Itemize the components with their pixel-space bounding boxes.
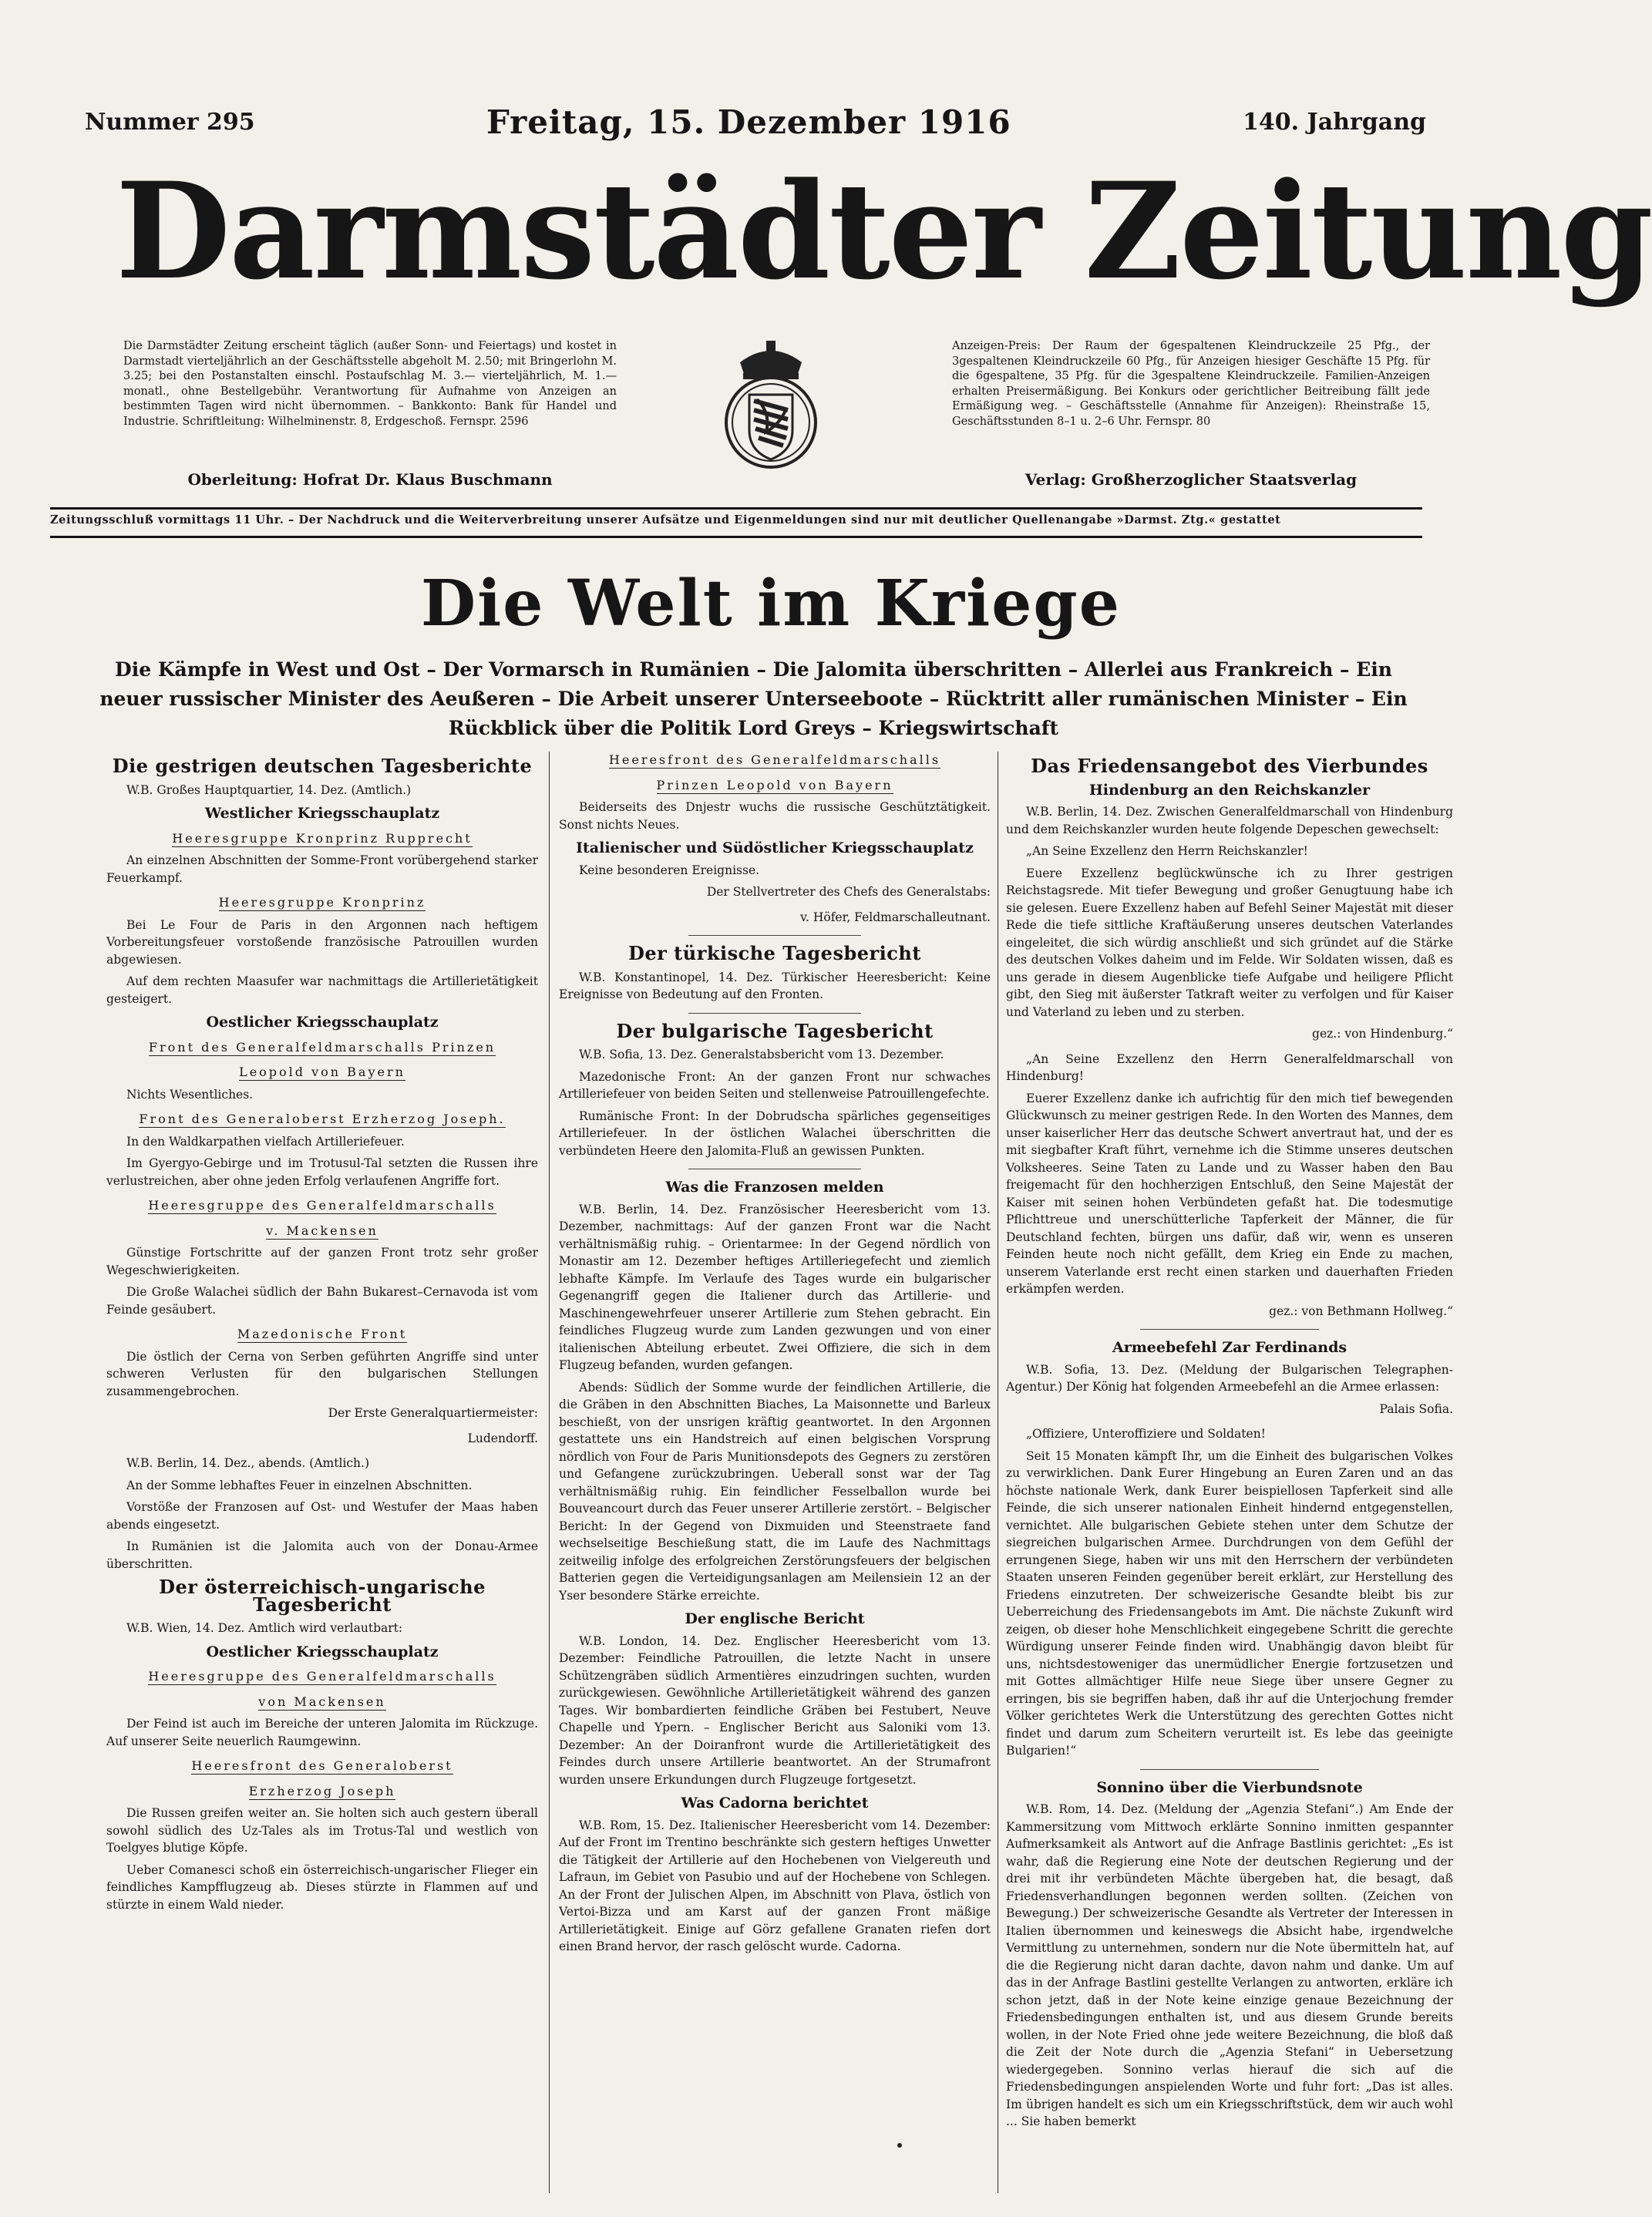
paragraph: Günstige Fortschritte auf der ganzen Front trotz sehr großer Wegeschwierigkeiten. — [106, 1246, 538, 1277]
front-heading: Prinzen Leopold von Bayern — [656, 777, 893, 792]
paragraph: Im Gyergyo-Gebirge und im Trotusul-Tal setzten die Russen ihre verlustreichen, aber ohne jeden Erfolg verlaufenen Angriffe fort. — [106, 1156, 538, 1188]
reprint-notice: Zeitungsschluß vormittags 11 Uhr. – Der Nachdruck und die Weiterverbreitung unserer Aufsätze und Eigenmeldungen sind nur mit deutlicher Quellenangabe »Darmst. Ztg.« gestattet — [50, 513, 1281, 526]
paragraph: W.B. Sofia, 13. Dez. Generalstabsbericht vom 13. Dezember. — [579, 1048, 944, 1061]
section-title: Der türkische Tagesbericht — [628, 942, 921, 964]
paragraph: Ueber Comanesci schoß ein österreichisch-ungarischer Flieger ein feindliches Kampfflugzeug ab. Dieses stürzte in Flammen auf und stürzte in einem Wald nieder. — [106, 1862, 538, 1912]
paragraph: Die östlich der Cerna von Serben geführten Angriffe sind unter schweren Verlusten für den bulgarischen Stellungen zusammengebrochen. — [106, 1349, 538, 1398]
divider — [1140, 1329, 1319, 1330]
paragraph: Mazedonische Front: An der ganzen Front nur schwaches Artilleriefeuer von beiden Seiten und stellenweise Patrouillengefechte. — [559, 1069, 991, 1101]
signature: Der Stellvertreter des Chefs des Generalstabs: — [706, 885, 991, 899]
paragraph: Keine besonderen Ereignisse. — [579, 863, 760, 877]
section-title: Sonnino über die Vierbundsnote — [1096, 1778, 1363, 1796]
location-line: Palais Sofia. — [1379, 1401, 1453, 1416]
signature: Der Erste Generalquartiermeister: — [328, 1406, 538, 1420]
ink-spot — [897, 2143, 902, 2148]
subsection-title: Westlicher Kriegsschauplatz — [204, 805, 440, 822]
section-title: Das Friedensangebot des Vierbundes — [1031, 755, 1428, 777]
front-heading: Front des Generaloberst Erzherzog Joseph. — [139, 1112, 506, 1126]
column-3 — [1006, 752, 1453, 2135]
column-divider-1 — [549, 752, 550, 2193]
main-headline: Die Welt im Kriege — [421, 567, 1121, 641]
dateline: W.B. Berlin, 14. Dez., abends. (Amtlich.) — [126, 1456, 370, 1470]
paragraph: In den Waldkarpathen vielfach Artilleriefeuer. — [126, 1134, 405, 1149]
subsection-title: Hindenburg an den Reichskanzler — [1088, 781, 1371, 799]
subsection-title: Oestlicher Kriegsschauplatz — [206, 1643, 439, 1660]
paragraph: Der Feind ist auch im Bereiche der unteren Jalomita im Rückzuge. Auf unserer Seite neuerlich Raumgewinn. — [106, 1717, 538, 1748]
front-heading: Erzherzog Joseph — [248, 1783, 396, 1798]
signature: Ludendorff. — [467, 1431, 538, 1445]
paragraph: Seit 15 Monaten kämpft Ihr, um die Einheit des bulgarischen Volkes zu verwirklichen. Dank Eurer Hingebung an Euren Zaren und an das höchste nationale Werk, dank Eurer beispiellosen Tapferkeit sind alle Feinde, die sich unserer nationalen Einheit hindernd entgegenstellen, vernichtet. Alle bulgarischen Gebiete stehen unter dem Schutze der siegreichen bulgarischen Armee. Durchdrungen von dem Gefühl der errungenen Siege, haben wir uns mit den Herrschern der verbündeten Staaten unseren Feinden gegenüber bereit erklärt, zur Herstellung des Friedens einzutreten. Der schweizerische Gesandte bleibt bis zur Ueberreichung des Friedensangebots im Amt. Die nächste Zukunft wird zeigen, ob dieser hohe Menschlichkeit eingegebene Schritt die gerechte Würdigung unserer Feinde finden wird. Unabhängig davon bleibt für uns, nichtsdestoweniger das unermüdlicher Energie fortzusetzen und mit Gottes allmächtiger Hilfe neue Siege über unsere Gegner zu erringen, bis sie begriffen haben, daß ihr auf die Unterjochung fremder Völker gerichtetes Werk die Unterstützung des gerechten Gottes nicht findet und darum zum Scheitern verurteilt ist. Es lebe das geeinigte Bulgarien!“ — [1006, 1448, 1453, 1758]
divider — [688, 1013, 861, 1014]
dateline: W.B. Wien, 14. Dez. Amtlich wird verlautbart: — [126, 1621, 403, 1635]
subsection-title: Italienischer und Südöstlicher Kriegsschauplatz — [576, 839, 974, 856]
subscription-info: Die Darmstädter Zeitung erscheint täglich (außer Sonn- und Feiertags) und kostet in Darmstadt vierteljährlich an der Geschäftsstelle abgeholt M. 2.50; mit Bringerlohn M. 3.25; bei den Postanstalten einschl. Postaufschlag M. 3.— vierteljährlich, M. 1.— monatl., ohne Bestellgebühr. Verantwortung für Aufnahme von Anzeigen an bestimmten Tagen wird nicht übernommen. – Bankkonto: Bank für Handel und Industrie. Schriftleitung: Wilhelminenstr. 8, Erdgeschoß. Fernspr. 2596 — [123, 340, 617, 428]
signature: v. Höfer, Feldmarschalleutnant. — [800, 910, 991, 924]
header-rule-bottom — [50, 536, 1422, 538]
dateline: W.B. Großes Hauptquartier, 14. Dez. (Amtlich.) — [126, 782, 412, 797]
divider — [688, 935, 861, 936]
army-group-heading: Heeresgruppe Kronprinz Rupprecht — [172, 830, 473, 846]
paragraph: Euerer Exzellenz danke ich aufrichtig für den mich tief bewegenden Glückwunsch zu meiner gestrigen Rede. In den Worten des Mannes, dem unser kaiserlicher Herr das deutsche Schwert anvertraut hat, und der es mit siegbafter Kraft führt, vernehme ich die Stimme unseres deutschen Volksheeres. Seine Taten zu Lande und zu Wasser haben den Bau freigemacht für den hochherzigen Entschluß, den Seine Majestät der Kaiser mit seinen hohen Verbündeten gefaßt hat. Die todesmutige Pflichttreue und unerschütterliche Tapferkeit der Männer, die für Deutschland fechten, bürgen uns dafür, daß wir, wenn es unseren Feinden heute noch nicht gefällt, dem Krieg ein Ende zu machen, unserem Vaterlande erst recht einen starken und dauerhaften Frieden erkämpfen werden. — [1006, 1091, 1453, 1296]
section-title: Der bulgarische Tagesbericht — [616, 1019, 934, 1042]
front-heading: Heeresgruppe des Generalfeldmarschalls — [148, 1198, 496, 1213]
section-title: Der österreichisch-ungarische Tagesbericht — [159, 1576, 486, 1616]
volume-year: 140. Jahrgang — [1243, 108, 1426, 136]
column-1 — [106, 752, 538, 1918]
paragraph: W.B. Sofia, 13. Dez. (Meldung der Bulgarischen Telegraphen-Agentur.) Der König hat folgenden Armeebefehl an die Armee erlassen: — [1006, 1362, 1453, 1394]
front-heading: Heeresfront des Generalfeldmarschalls — [608, 752, 941, 767]
paragraph: In Rumänien ist die Jalomita auch von der Donau-Armee überschritten. — [106, 1539, 538, 1571]
paragraph: W.B. Berlin, 14. Dez. Zwischen Generalfeldmarschall von Hindenburg und dem Reichskanzler wurden heute folgende Depeschen gewechselt: — [1006, 805, 1453, 836]
front-heading: v. Mackensen — [266, 1223, 379, 1238]
paragraph: W.B. Rom, 14. Dez. (Meldung der „Agenzia Stefani“.) Am Ende der Kammersitzung vom Mittwoch erklärte Sonnino inmitten gespannter Aufmerksamkeit als Antwort auf die Anfrage Bastlinis gerichtet: „Es ist wahr, daß die Regierung eine Note der deutschen Regierung und der drei mit ihr verbündeten Mächte übergeben hat, die besagt, daß Friedensverhandlungen begonnen werden sollten. (Zeichen von Bewegung.) Der schweizerische Gesandte als Vertreter der Interessen in Italien übernommen und keineswegs die Absicht habe, irgendwelche Vermittlung zu unternehmen, sondern nur die Note übermitteln hat, auf die die Regierung nicht daran dachte, davon nahm und danke. Um auf das in der Anfrage Bastlini gestellte Verlangen zu antworten, erkläre ich schon jetzt, daß in der Note keine einzige genaue Bezeichnung der Friedensbedingungen enthalten ist, und aus diesem Grunde bereits wollen, in der Note Fried ohne jede weitere Bezeichnung, die bloß daß die Zeit der Note durch die „Agenzia Stefani“ in Uebersetzung wiedergegeben. Sonnino verlas hierauf die sich auf die Friedensbedingungen anspielenden Worte und fuhr fort: „Das ist alles. Im übrigen handelt es sich um ein Kriegsschriftstück, dem wir auch wohl ... Sie haben bemerkt — [1006, 1802, 1453, 2128]
front-heading: Heeresfront des Generaloberst — [191, 1758, 453, 1773]
front-heading: Leopold von Bayern — [239, 1065, 405, 1079]
editor-line: Oberleitung: Hofrat Dr. Klaus Buschmann — [187, 470, 553, 489]
issue-date: Freitag, 15. Dezember 1916 — [486, 103, 1011, 141]
paragraph: Vorstöße der Franzosen auf Ost- und Westufer der Maas haben abends eingesetzt. — [106, 1500, 538, 1532]
front-heading: Front des Generalfeldmarschalls Prinzen — [148, 1039, 496, 1055]
army-group-heading: Heeresgruppe Kronprinz — [218, 895, 426, 910]
divider — [1140, 1769, 1319, 1770]
front-heading: Heeresgruppe des Generalfeldmarschalls — [148, 1669, 496, 1684]
paragraph: Abends: Südlich der Somme wurde der feindlichen Artillerie, die die Gräben in den Abschnitten Biaches, La Maisonnette und Barleux beschießt, von der unsrigen kräftig geantwortet. In den Argonnen gestattete uns ein Handstreich auf einen belgischen Vorsprung nördlich von Four de Paris Munitionsdepots des Gegners zu zerstören und Gefangene zurückzubringen. Ueberall sonst war der Tag verhältnismäßig ruhig. Ein feindlicher Fesselballon wurde bei Bouveancourt durch das Feuer unserer Artillerie zerstört. – Belgischer Bericht: In der Gegend von Dixmuiden und Steenstraete fand wechselseitige Beschießung statt, die im Laufe des Nachmittags zeitweilig infolge des erfolgreichen Zerstörungsfeuers der belgischen Batterien gegen die Verteidigungsanlagen am Meilensiein 12 an der Yser besondere Stärke erreichte. — [559, 1380, 991, 1603]
column-2 — [559, 752, 991, 1960]
hesse-coat-of-arms-icon — [709, 339, 833, 478]
section-title: Armeebefehl Zar Ferdinands — [1112, 1339, 1348, 1356]
paragraph: W.B. London, 14. Dez. Englischer Heeresbericht vom 13. Dezember: Feindliche Patrouillen, die letzte Nacht in unsere Schützengräben südlich Armentières einzudringen suchten, wurden zurückgewiesen. Gewöhnliche Artillerietätigkeit während des ganzen Tages. Wir bombardierten feindliche Gräben bei Festubert, Neuve Chapelle und Ypern. – Englischer Bericht aus Saloniki vom 13. Dezember: An der Doiranfront wurde die Artillerietätigkeit des Feindes durch unsere Artillerie beantwortet. An der Strumafront wurden unsere Erkundungen durch Flugzeuge fortgesetzt. — [559, 1633, 991, 1787]
paragraph: W.B. Berlin, 14. Dez. Französischer Heeresbericht vom 13. Dezember, nachmittags: Auf der ganzen Front war die Nacht verhältnismäßig ruhig. – Orientarmee: In der Gegend nördlich von Monastir am 12. Dezember heftiges Artilleriegefecht und ziemlich lebhafte Kämpfe. Im Verlaufe des Tages wurde ein bulgarischer Gegenangriff gegen die Italiener durch das Artillerie- und Maschinengewehrfeuer unserer Artillerie zum Stehen gebracht. Ein feindliches Flugzeug wurde zum Landen gezwungen und von einer italienischen Abteilung erbeutet. Zwei Offiziere, die sich in dem Flugzeug befanden, wurden gefangen. — [559, 1202, 991, 1372]
paragraph: Euere Exzellenz beglückwünsche ich zu Ihrer gestrigen Reichstagsrede. Mit tiefer Bewegung und großer Genugtuung habe ich sie gelesen. Euere Exzellenz haben auf Befehl Seiner Majestät mit dieser Rede die tiefe sittliche Kraftäußerung unseres deutschen Vaterlandes eingeleitet, die sich würdig anschließt und sich gründet auf die Stärke des deutschen Volkes daheim und im Felde. Wir Soldaten wissen, daß es uns gerade in diesem Augenblicke tiefe Aufgabe und heiligere Pflicht gibt, den Sieg mit äußerster Tatkraft weiter zu verfolgen und für Kaiser und Vaterland zu leben und zu sterben. — [1006, 866, 1453, 1019]
signature: gez.: von Hindenburg.“ — [1312, 1027, 1453, 1041]
section-title: Was Cadorna berichtet — [681, 1795, 869, 1812]
section-title: Was die Franzosen melden — [665, 1179, 884, 1196]
paragraph: „An Seine Exzellenz den Herrn Generalfeldmarschall von Hindenburg! — [1006, 1051, 1453, 1083]
paragraph: Auf dem rechten Maasufer war nachmittags die Artillerietätigkeit gesteigert. — [106, 974, 538, 1006]
headline-summary: Die Kämpfe in West und Ost – Der Vormarsch in Rumänien – Die Jalomita überschritten – Allerlei aus Frankreich – Ein neuer russischer Minister des Aeußeren – Die Arbeit unserer Unterseeboote – Rücktritt aller rumänischen Minister – Ein Rückblick über die Politik Lord Greys – Kriegswirtschaft — [99, 658, 1408, 739]
subsection-title: Oestlicher Kriegsschauplatz — [206, 1014, 439, 1031]
paragraph: Rumänische Front: In der Dobrudscha spärliches gegenseitiges Artilleriefeuer. In der östlichen Walachei überschritten die verbündeten Heere den Jalomita-Fluß an gewissen Punkten. — [559, 1108, 991, 1158]
issue-number: Nummer 295 — [85, 108, 255, 136]
publisher-line: Verlag: Großherzoglicher Staatsverlag — [1025, 470, 1358, 489]
paragraph: Bei Le Four de Paris in den Argonnen nach heftigem Vorbereitungsfeuer vorstoßende französische Patrouillen wurden abgewiesen. — [106, 917, 538, 967]
front-heading: von Mackensen — [258, 1694, 386, 1709]
paragraph: An der Somme lebhaftes Feuer in einzelnen Abschnitten. — [126, 1478, 473, 1492]
paragraph: An einzelnen Abschnitten der Somme-Front vorübergehend starker Feuerkampf. — [106, 853, 538, 885]
header-info — [123, 339, 1430, 501]
section-title: Der englische Bericht — [685, 1610, 865, 1627]
front-heading: Mazedonische Front — [237, 1327, 408, 1341]
paragraph: W.B. Konstantinopel, 14. Dez. Türkischer Heeresbericht: Keine Ereignisse von Bedeutung auf den Fronten. — [559, 970, 991, 1001]
paragraph: „An Seine Exzellenz den Herrn Reichskanzler! — [1026, 844, 1308, 858]
section-title: Die gestrigen deutschen Tagesberichte — [112, 755, 533, 777]
paragraph: „Offiziere, Unteroffiziere und Soldaten! — [1026, 1427, 1266, 1441]
paragraph: Die Große Walachei südlich der Bahn Bukarest–Cernavoda ist vom Feinde gesäubert. — [106, 1285, 538, 1317]
header-rule-top — [50, 507, 1422, 510]
paragraph: Nichts Wesentliches. — [126, 1087, 254, 1102]
paragraph: W.B. Rom, 15. Dez. Italienischer Heeresbericht vom 14. Dezember: Auf der Front im Trentino beschränkte sich gestern heftiges Unwetter die Tätigkeit der Artillerie auf den Hochebenen von Vielgereuth und Lafraun, im Gebiet von Pasubio und auf der Hochebene von Schlegen. An der Front der Julischen Alpen, im Abschnitt von Plava, östlich von Vertoi-Bizza und am Karst auf der ganzen Front mäßige Artillerietätigkeit. Einige auf Görz gefallene Granaten riefen dort einen Brand hervor, der rasch gelöscht wurde. Cadorna. — [559, 1818, 991, 1953]
paragraph: Beiderseits des Dnjestr wuchs die russische Geschütztätigkeit. Sonst nichts Neues. — [559, 800, 991, 832]
paragraph: Die Russen greifen weiter an. Sie holten sich auch gestern überall sowohl südlich des Uz-Tales als im Trotus-Tal und westlich von Toelgyes blutige Köpfe. — [106, 1806, 538, 1855]
advertising-info: Anzeigen-Preis: Der Raum der 6gespaltenen Kleindruckzeile 25 Pfg., der 3gespaltenen Kleindruckzeile 60 Pfg., für Anzeigen hiesiger Geschäfte 15 Pfg. für die 6gespaltene, 35 Pfg. für die 3gespaltene Kleindruckzeile. Familien-Anzeigen erhalten Preisermäßigung. Bei Konkurs oder gerichtlicher Beitreibung fällt jede Ermäßigung weg. – Geschäftsstelle (Annahme für Anzeigen): Rheinstraße 15, Geschäftsstunden 8–1 u. 2–6 Uhr. Fernspr. 80 — [952, 340, 1430, 428]
signature: gez.: von Bethmann Hollweg.“ — [1269, 1304, 1453, 1318]
masthead-title: Darmstädter Zeitung — [116, 153, 1652, 309]
top-line — [85, 99, 1426, 145]
